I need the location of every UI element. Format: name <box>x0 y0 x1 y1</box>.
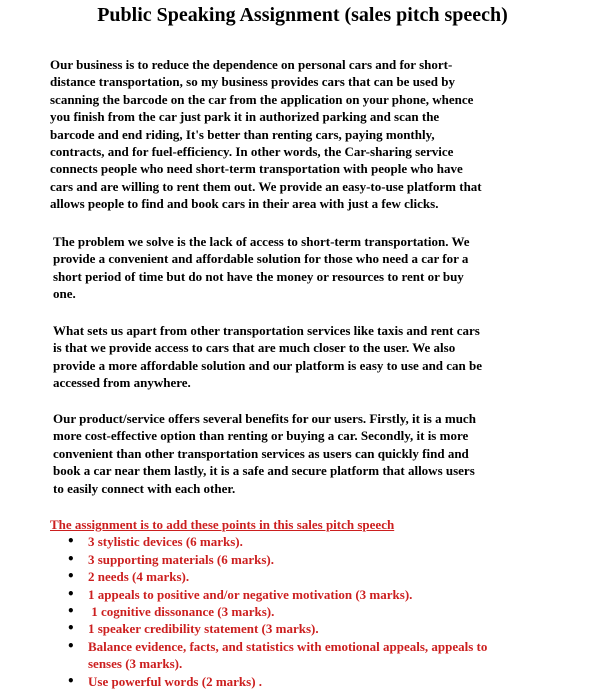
requirement-text: Use powerful words (2 marks) . <box>88 673 263 689</box>
text-line: convenient than other transportation services as users can quickly find and <box>53 445 469 461</box>
requirement-text: 3 stylistic devices (6 marks). <box>88 534 243 550</box>
assignment-section <box>50 516 580 690</box>
requirement-text: 1 speaker credibility statement (3 marks). <box>88 621 319 637</box>
text-line: contracts, and for fuel-efficiency. In other words, the Car-sharing service <box>50 144 454 160</box>
assignment-heading: The assignment is to add these points in this sales pitch speech <box>50 517 395 532</box>
bullet-icon: • <box>67 534 75 549</box>
requirement-item <box>50 620 580 637</box>
text-line: allows people to find and book cars in their area with just a few clicks. <box>50 196 439 212</box>
requirement-text: senses (3 marks). <box>88 656 183 672</box>
text-line: The problem we solve is the lack of access to short-term transportation. We <box>53 234 470 249</box>
text-line: you finish from the car just park it in authorized parking and scan the <box>50 109 440 125</box>
requirement-text: 1 cognitive dissonance (3 marks). <box>88 604 275 620</box>
text-line: Our product/service offers several benefits for our users. Firstly, it is a much <box>53 411 476 426</box>
page-title: Public Speaking Assignment (sales pitch speech) <box>97 4 508 26</box>
text-line: accessed from anywhere. <box>53 375 191 391</box>
requirement-text: 1 appeals to positive and/or negative motivation (3 marks). <box>88 586 413 602</box>
requirement-item <box>50 568 580 585</box>
text-line: book a car near them lastly, it is a safe and secure platform that allows users <box>53 463 475 479</box>
text-line: scanning the barcode on the car from the application on your phone, whence <box>50 91 474 107</box>
text-line: connects people who need short-term transportation with people who have <box>50 161 463 177</box>
text-line: What sets us apart from other transportation services like taxis and rent cars <box>53 323 480 338</box>
text-line: short period of time but do not have the money or resources to rent or buy <box>53 268 464 284</box>
text-line: one. <box>53 286 76 302</box>
requirement-item <box>50 603 580 620</box>
requirement-item <box>50 673 580 690</box>
text-line: more cost-effective option than renting or buying a car. Secondly, it is more <box>53 428 469 444</box>
requirements-list <box>50 533 580 690</box>
requirement-item <box>50 533 580 550</box>
bullet-icon: • <box>67 604 75 619</box>
requirement-item <box>50 586 580 603</box>
requirement-text: 3 supporting materials (6 marks). <box>88 551 274 567</box>
paragraph-business-overview <box>50 56 570 213</box>
text-line: provide a more affordable solution and our platform is easy to use and can be <box>53 357 483 373</box>
text-line: Our business is to reduce the dependence on personal cars and for short- <box>50 57 453 72</box>
text-line: provide a convenient and affordable solution for those who need a car for a <box>53 251 469 267</box>
requirement-item <box>50 638 580 673</box>
bullet-icon: • <box>67 551 75 566</box>
text-line: distance transportation, so my business provides cars that can be used by <box>50 74 455 90</box>
text-line: cars and are willing to rent them out. We provide an easy-to-use platform that <box>50 178 482 194</box>
bullet-icon: • <box>67 621 75 636</box>
text-line: is that we provide access to cars that are much closer to the user. We also <box>53 340 456 356</box>
text-line: barcode and end riding, It's better than renting cars, paying monthly, <box>50 126 435 142</box>
paragraph-problem <box>53 233 573 303</box>
text-line: to easily connect with each other. <box>53 480 236 496</box>
requirement-text: Balance evidence, facts, and statistics with emotional appeals, appeals to <box>88 638 488 654</box>
paragraph-benefits <box>53 410 573 497</box>
bullet-icon: • <box>67 586 75 601</box>
bullet-icon: • <box>67 673 75 688</box>
paragraph-differentiation <box>53 322 573 392</box>
requirement-item <box>50 551 580 568</box>
bullet-icon: • <box>67 569 75 584</box>
bullet-icon: • <box>67 638 75 653</box>
requirement-text: 2 needs (4 marks). <box>88 569 190 585</box>
